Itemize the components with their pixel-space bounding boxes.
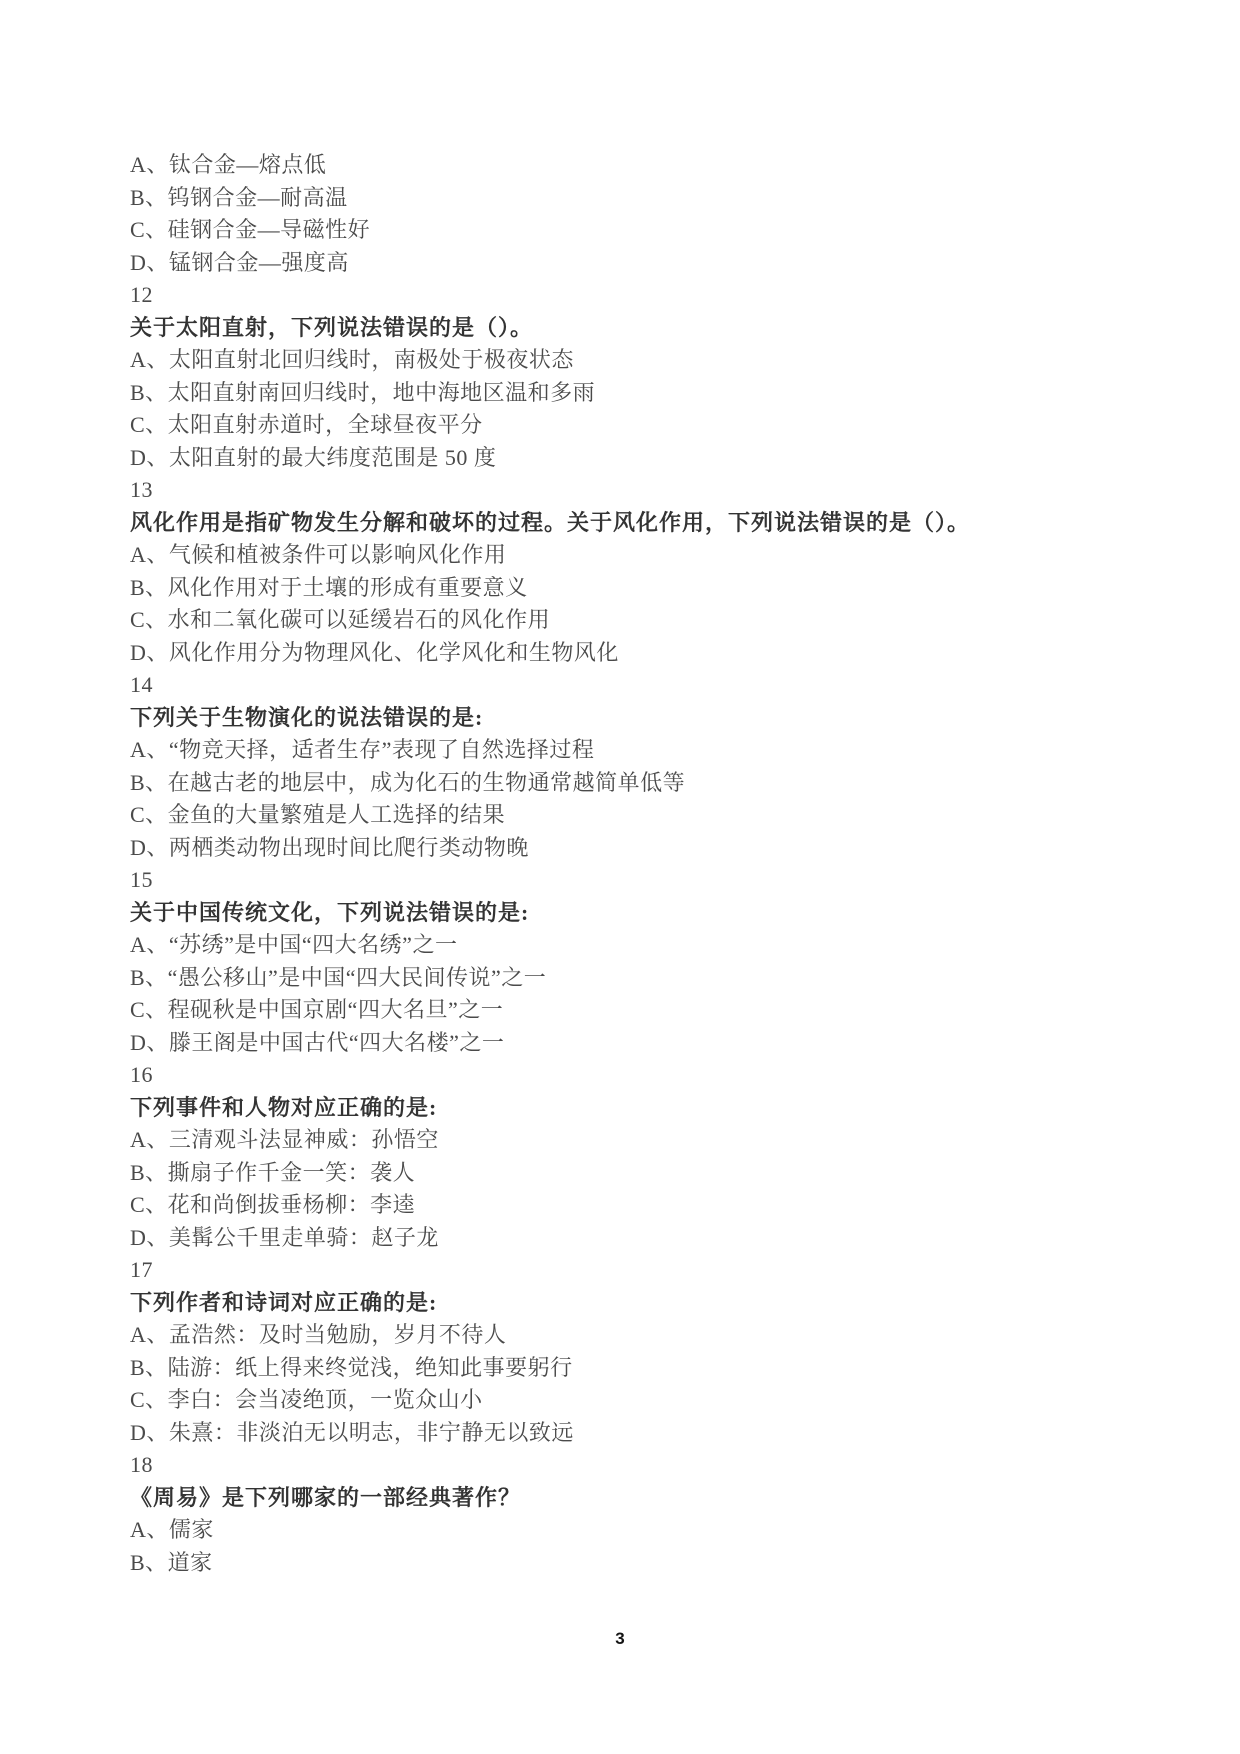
- option-line: B、道家: [130, 1549, 213, 1575]
- question-stem: 下列作者和诗词对应正确的是:: [130, 1289, 438, 1315]
- question-stem: 下列事件和人物对应正确的是:: [130, 1094, 438, 1120]
- option-line: C、硅钢合金—导磁性好: [130, 217, 371, 242]
- question-stem: 下列关于生物演化的说法错误的是:: [130, 704, 484, 730]
- question-block: [130, 474, 1170, 669]
- question-block: [130, 1449, 1170, 1579]
- exam-content: [130, 149, 1170, 1579]
- option-line: A、太阳直射北回归线时，南极处于极夜状态: [130, 347, 574, 372]
- option-line: A、孟浩然：及时当勉励，岁月不待人: [130, 1322, 507, 1347]
- question-block: [130, 669, 1170, 864]
- option-line: D、美髯公千里走单骑：赵子龙: [130, 1224, 439, 1250]
- question-stem: 《周易》是下列哪家的一部经典著作？: [130, 1484, 522, 1510]
- option-line: B、“愚公移山”是中国“四大民间传说”之一: [130, 964, 547, 990]
- option-line: B、钨钢合金—耐高温: [130, 184, 348, 210]
- carryover-options: [130, 149, 1170, 279]
- page-number: 3: [615, 1629, 625, 1648]
- option-line: C、水和二氧化碳可以延缓岩石的风化作用: [130, 607, 551, 632]
- option-line: C、花和尚倒拔垂杨柳：李逵: [130, 1192, 416, 1217]
- option-line: D、两栖类动物出现时间比爬行类动物晚: [130, 834, 529, 860]
- question-options: [130, 1124, 1170, 1254]
- question-block: [130, 864, 1170, 1059]
- question-number: 16: [130, 1062, 153, 1087]
- option-line: A、钛合金—熔点低: [130, 152, 327, 177]
- question-block: [130, 1254, 1170, 1449]
- question-number: 18: [130, 1452, 153, 1477]
- question-number: 17: [130, 1257, 153, 1282]
- question-block: [130, 1059, 1170, 1254]
- question-options: [130, 734, 1170, 864]
- option-line: A、三清观斗法显神威：孙悟空: [130, 1127, 439, 1152]
- option-line: C、程砚秋是中国京剧“四大名旦”之一: [130, 997, 504, 1022]
- question-stem: 关于太阳直射，下列说法错误的是（）。: [130, 314, 534, 340]
- option-line: C、金鱼的大量繁殖是人工选择的结果: [130, 802, 506, 827]
- question-list: [130, 279, 1170, 1579]
- question-stem: 风化作用是指矿物发生分解和破坏的过程。关于风化作用，下列说法错误的是（）。: [130, 509, 971, 535]
- question-block: [130, 279, 1170, 474]
- option-line: D、锰钢合金—强度高: [130, 249, 349, 275]
- option-line: D、滕王阁是中国古代“四大名楼”之一: [130, 1029, 505, 1055]
- question-options: [130, 929, 1170, 1059]
- option-line: A、“苏绣”是中国“四大名绣”之一: [130, 932, 458, 957]
- question-options: [130, 539, 1170, 669]
- option-line: B、风化作用对于土壤的形成有重要意义: [130, 574, 528, 600]
- option-line: D、太阳直射的最大纬度范围是 50 度: [130, 444, 497, 470]
- option-line: A、“物竞天择，适者生存”表现了自然选择过程: [130, 737, 595, 762]
- question-options: [130, 344, 1170, 474]
- option-line: B、撕扇子作千金一笑：袭人: [130, 1159, 416, 1185]
- question-number: 13: [130, 477, 153, 502]
- option-line: C、李白：会当凌绝顶，一览众山小: [130, 1387, 483, 1412]
- question-options: [130, 1319, 1170, 1449]
- option-line: B、太阳直射南回归线时，地中海地区温和多雨: [130, 379, 596, 405]
- question-number: 15: [130, 867, 153, 892]
- question-number: 12: [130, 282, 153, 307]
- question-number: 14: [130, 672, 153, 697]
- option-line: C、太阳直射赤道时，全球昼夜平分: [130, 412, 483, 437]
- option-line: B、陆游：纸上得来终觉浅，绝知此事要躬行: [130, 1354, 573, 1380]
- option-line: D、朱熹：非淡泊无以明志，非宁静无以致远: [130, 1419, 574, 1445]
- question-stem: 关于中国传统文化，下列说法错误的是:: [130, 899, 530, 925]
- option-line: D、风化作用分为物理风化、化学风化和生物风化: [130, 639, 619, 665]
- option-line: B、在越古老的地层中，成为化石的生物通常越简单低等: [130, 769, 686, 795]
- option-line: A、儒家: [130, 1517, 214, 1542]
- question-options: [130, 1514, 1170, 1579]
- option-line: A、气候和植被条件可以影响风化作用: [130, 542, 507, 567]
